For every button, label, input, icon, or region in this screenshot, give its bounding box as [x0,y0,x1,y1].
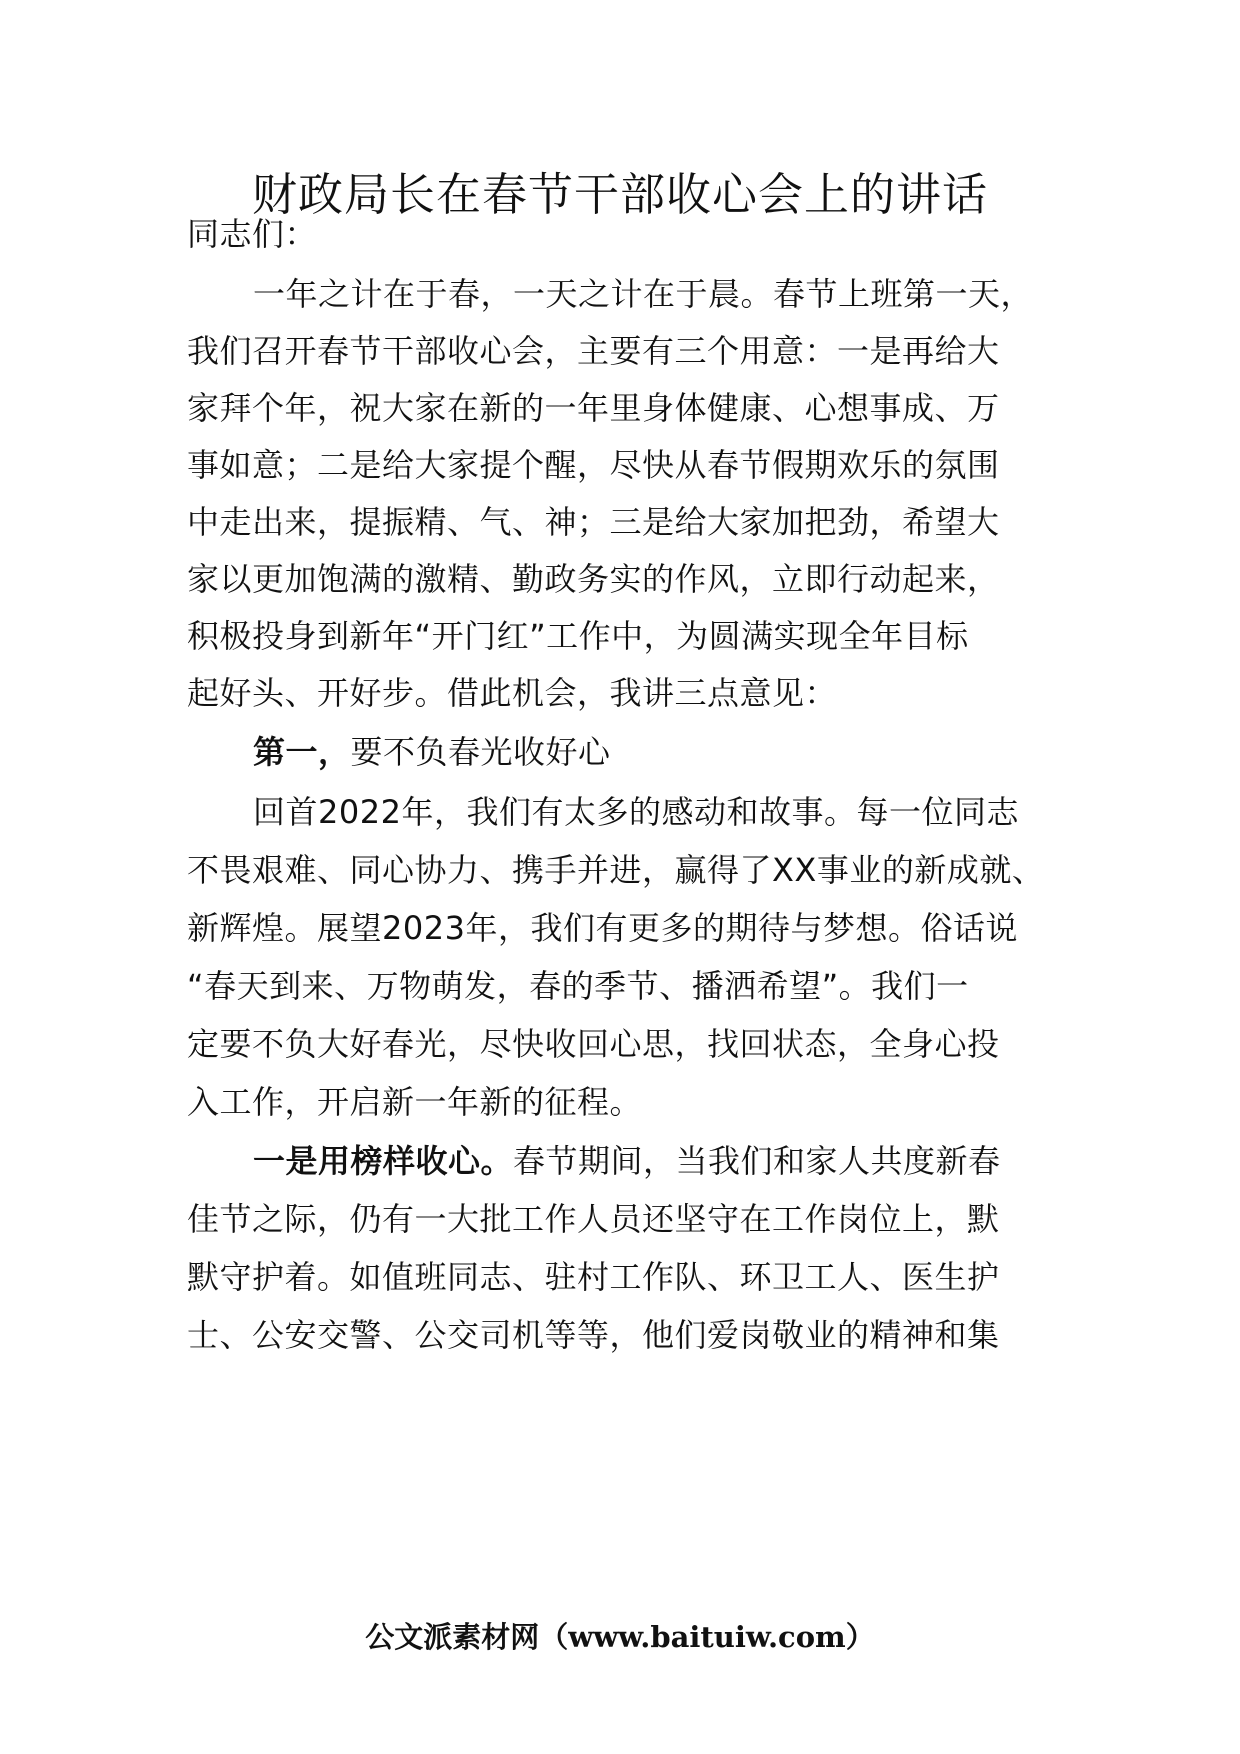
paragraph-line [253,1137,1001,1185]
paragraph-line: “春天到来、万物萌发，春的季节、播洒希望”。我们一 [187,967,969,1005]
paragraph-line: 佳节之际，仍有一大批工作人员还坚守在工作岗位上，默 [187,1200,1000,1238]
paragraph-line: 我们召开春节干部收心会，主要有三个用意：一是再给大 [187,332,1000,370]
salutation: 同志们： [187,215,318,253]
paragraph-line: 家拜个年，祝大家在新的一年里身体健康、心想事成、万 [187,389,1000,427]
paragraph-line: 起好头、开好步。借此机会，我讲三点意见： [187,674,838,712]
paragraph-line: 回首2022年，我们有太多的感动和故事。每一位同志 [253,793,1019,831]
paragraph-text: 春节期间，当我们和家人共度新春 [513,1142,1001,1180]
section-heading-text: 要不负春光收好心 [350,733,611,771]
bold-lead: 一是用榜样收心。 [253,1142,514,1180]
paragraph-line: 默守护着。如值班同志、驻村工作队、环卫工人、医生护 [187,1258,1000,1296]
section-heading [253,728,611,776]
section-heading-number: 第一， [253,733,351,771]
footer-watermark: 公文派素材网（www.baituiw.com） [365,1620,875,1654]
paragraph-line: 新辉煌。展望2023年，我们有更多的期待与梦想。俗话说 [187,909,1018,947]
document-title: 财政局长在春节干部收心会上的讲话 [251,168,988,221]
paragraph-line: 入工作，开启新一年新的征程。 [187,1083,643,1121]
paragraph-line: 中走出来，提振精、气、神；三是给大家加把劲，希望大 [187,503,1000,541]
paragraph-line: 积极投身到新年“开门红”工作中，为圆满实现全年目标 [187,617,969,655]
paragraph-line: 不畏艰难、同心协力、携手并进，赢得了XX事业的新成就、 [187,851,1045,889]
paragraph-line: 定要不负大好春光，尽快收回心思，找回状态，全身心投 [187,1025,1000,1063]
paragraph-line: 一年之计在于春，一天之计在于晨。春节上班第一天， [253,275,1034,313]
paragraph-line: 事如意；二是给大家提个醒，尽快从春节假期欢乐的氛围 [187,446,1000,484]
paragraph-line: 家以更加饱满的激精、勤政务实的作风，立即行动起来， [187,560,1000,598]
paragraph-line: 士、公安交警、公交司机等等，他们爱岗敬业的精神和集 [187,1316,1000,1354]
